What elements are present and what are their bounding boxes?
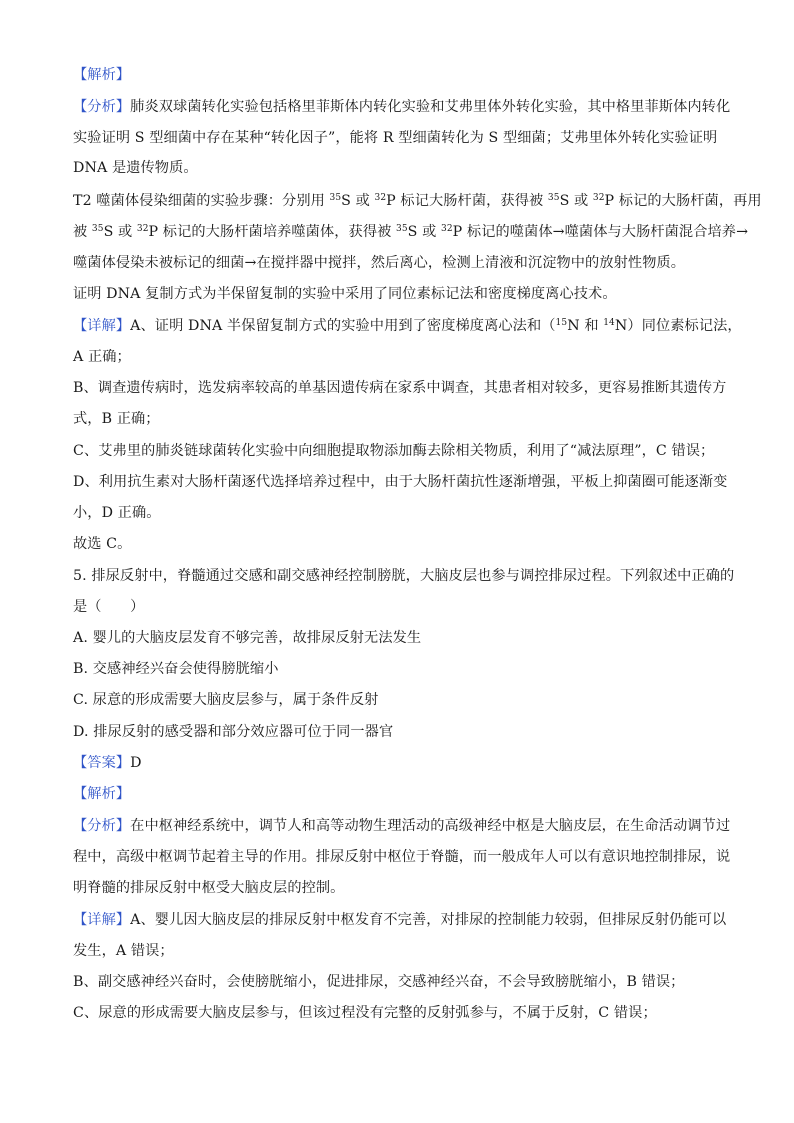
detail1-line-c1: C、艾弗里的肺炎链球菌转化实验中向细胞提取物添加酶去除相关物质，利用了“减法原理”，C 错误； (73, 443, 715, 459)
detail1-line-a2: A 正确； (73, 349, 131, 365)
section-label-jiexi: 【解析】 (73, 67, 131, 83)
question5-option-d: D. 排尿反射的感受器和部分效应器可位于同一器官 (73, 724, 394, 740)
detail1-line-a1: 【详解】A、证明 DNA 半保留复制方式的实验中用到了密度梯度离心法和（$^{15}$N 和 $^{14}$N）同位素标记法， (73, 318, 742, 334)
section-label-xiangjie-2: 【详解】 (73, 912, 131, 928)
section-label-fenxi-2: 【分析】 (73, 818, 131, 834)
analysis1-line7: 证明 DNA 复制方式为半保留复制的实验中采用了同位素标记法和密度梯度离心技术。 (73, 286, 617, 302)
question5-option-b: B. 交感神经兴奋会使得膀胱缩小 (73, 661, 279, 677)
analysis1-line2: 实验证明 S 型细菌中存在某种“转化因子”，能将 R 型细菌转化为 S 型细菌；艾弗里体外转化实验证明 (73, 130, 718, 146)
detail1-choice: 故选 C。 (73, 536, 132, 552)
section-label-fenxi: 【分析】 (73, 99, 131, 115)
detail1-line-b2: 式，B 正确； (73, 411, 160, 427)
question5-answer: 【答案】D (73, 755, 142, 771)
detail2-line-b1: B、副交感神经兴奋时，会使膀胱缩小，促进排尿，交感神经兴奋，不会导致膀胱缩小，B 错误； (73, 974, 685, 990)
question5-option-a: A. 婴儿的大脑皮层发育不够完善，故排尿反射无法发生 (73, 630, 422, 646)
detail2-line-a1: 【详解】A、婴儿因大脑皮层的排尿反射中枢发育不完善，对排尿的控制能力较弱，但排尿反射仍能可以 (73, 912, 727, 928)
question5-stem-line2: 是（ ） (73, 599, 145, 615)
analysis1-line5: 被 $^{35}$S 或 $^{32}$P 标记的大肠杆菌培养噬菌体，获得被 $^{35}$S 或 $^{32}$P 标记的噬菌体→噬菌体与大肠杆菌混合培养→ (73, 224, 749, 240)
analysis1-line1: 【分析】肺炎双球菌转化实验包括格里菲斯体内转化实验和艾弗里体外转化实验，其中格里菲斯体内转化 (73, 99, 731, 115)
section-label-daan: 【答案】 (73, 755, 131, 771)
analysis2-line1: 【分析】在中枢神经系统中，调节人和高等动物生理活动的高级神经中枢是大脑皮层，在生命活动调节过 (73, 818, 731, 834)
detail1-line-b1: B、调查遗传病时，选发病率较高的单基因遗传病在家系中调查，其患者相对较多，更容易推断其遗传方 (73, 380, 727, 396)
question5-option-c: C. 尿意的形成需要大脑皮层参与，属于条件反射 (73, 692, 379, 708)
question5-stem-line1: 5. 排尿反射中，脊髓通过交感和副交感神经控制膀胱，大脑皮层也参与调控排尿过程。下列叙述中正确的 (73, 568, 735, 584)
section-label-jiexi-2: 【解析】 (73, 786, 131, 802)
analysis2-line2: 程中，高级中枢调节起着主导的作用。排尿反射中枢位于脊髓，而一般成年人可以有意识地控制排尿，说 (73, 849, 731, 865)
detail2-line-c1: C、尿意的形成需要大脑皮层参与，但该过程没有完整的反射弧参与，不属于反射，C 错误； (73, 1005, 657, 1021)
detail1-line-d1: D、利用抗生素对大肠杆菌逐代选择培养过程中，由于大肠杆菌抗性逐渐增强，平板上抑菌圈可能逐渐变 (73, 474, 728, 490)
analysis1-line4: T2 噬菌体侵染细菌的实验步骤：分别用 $^{35}$S 或 $^{32}$P 标记大肠杆菌，获得被 $^{35}$S 或 $^{32}$P 标记的大肠杆菌，再用 (73, 193, 762, 209)
detail2-line-a2: 发生，A 错误； (73, 943, 174, 959)
section-label-xiangjie: 【详解】 (73, 318, 131, 334)
analysis2-line3: 明脊髓的排尿反射中枢受大脑皮层的控制。 (73, 880, 345, 896)
detail1-line-d2: 小，D 正确。 (73, 505, 161, 521)
analysis1-line6: 噬菌体侵染未被标记的细菌→在搅拌器中搅拌，然后离心，检测上清液和沉淀物中的放射性物质。 (73, 255, 686, 271)
analysis1-line3: DNA 是遗传物质。 (73, 160, 198, 176)
